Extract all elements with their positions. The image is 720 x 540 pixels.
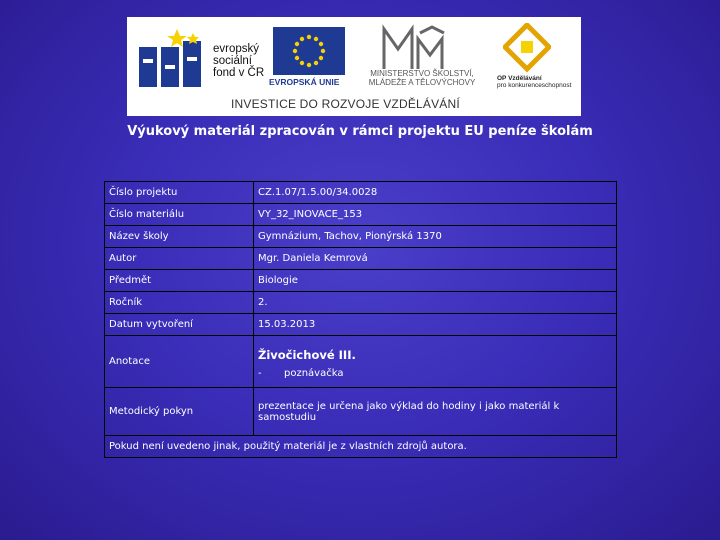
esf-logo-text — [213, 43, 264, 79]
eu-flag-icon — [273, 27, 345, 75]
table-row-metodicky — [105, 388, 617, 436]
table-row — [105, 226, 617, 248]
project-info-table — [104, 181, 617, 458]
table-row — [105, 182, 617, 204]
row-value: 15.03.2013 — [254, 314, 617, 336]
table-row — [105, 292, 617, 314]
row-value: Biologie — [254, 270, 617, 292]
row-value: Mgr. Daniela Kemrová — [254, 248, 617, 270]
op-line-1: OP Vzdělávání — [497, 75, 542, 82]
row-value: VY_32_INOVACE_153 — [254, 204, 617, 226]
row-label: Číslo materiálu — [105, 204, 254, 226]
metodicky-value: prezentace je určena jako výklad do hodiny i jako materiál k samostudiu — [254, 388, 617, 436]
op-line-2: pro konkurenceschopnost — [497, 82, 572, 89]
table-row-footer — [105, 436, 617, 458]
metodicky-label: Metodický pokyn — [105, 388, 254, 436]
logo-banner — [127, 17, 581, 116]
row-label: Číslo projektu — [105, 182, 254, 204]
esf-logo-icon — [137, 27, 205, 91]
anotace-item-text: poznávačka — [284, 368, 344, 379]
anotace-title: Živočichové III. — [258, 348, 356, 362]
table-row-anotace — [105, 336, 617, 388]
op-text — [497, 75, 571, 89]
row-value: CZ.1.07/1.5.00/34.0028 — [254, 182, 617, 204]
msmt-logo-icon — [380, 23, 450, 75]
anotace-label: Anotace — [105, 336, 254, 388]
row-label: Předmět — [105, 270, 254, 292]
anotace-value — [254, 336, 617, 388]
page-subtitle: Výukový materiál zpracován v rámci projektu EU peníze školám — [127, 124, 593, 139]
row-label: Název školy — [105, 226, 254, 248]
row-value: Gymnázium, Tachov, Pionýrská 1370 — [254, 226, 617, 248]
table-row — [105, 204, 617, 226]
msmt-line-1: MINISTERSTVO ŠKOLSTVÍ, — [370, 69, 474, 78]
row-label: Datum vytvoření — [105, 314, 254, 336]
table-row — [105, 314, 617, 336]
eu-label: EVROPSKÁ UNIE — [269, 77, 340, 87]
row-label: Autor — [105, 248, 254, 270]
msmt-text — [363, 69, 481, 87]
row-value: 2. — [254, 292, 617, 314]
msmt-line-2: MLÁDEŽE A TĚLOVÝCHOVY — [368, 78, 476, 87]
row-label: Ročník — [105, 292, 254, 314]
footer-note: Pokud není uvedeno jinak, použitý materiál je z vlastních zdrojů autora. — [105, 436, 617, 458]
esf-line-1: evropský — [213, 43, 260, 55]
table-row — [105, 248, 617, 270]
table-row — [105, 270, 617, 292]
banner-tagline: INVESTICE DO ROZVOJE VZDĚLÁVÁNÍ — [231, 97, 460, 111]
op-logo-icon — [503, 23, 551, 73]
anotace-item — [258, 368, 612, 379]
anotace-item-dash: - — [258, 368, 262, 379]
esf-line-2: sociální — [213, 55, 252, 67]
esf-line-3: fond v ČR — [213, 67, 265, 79]
